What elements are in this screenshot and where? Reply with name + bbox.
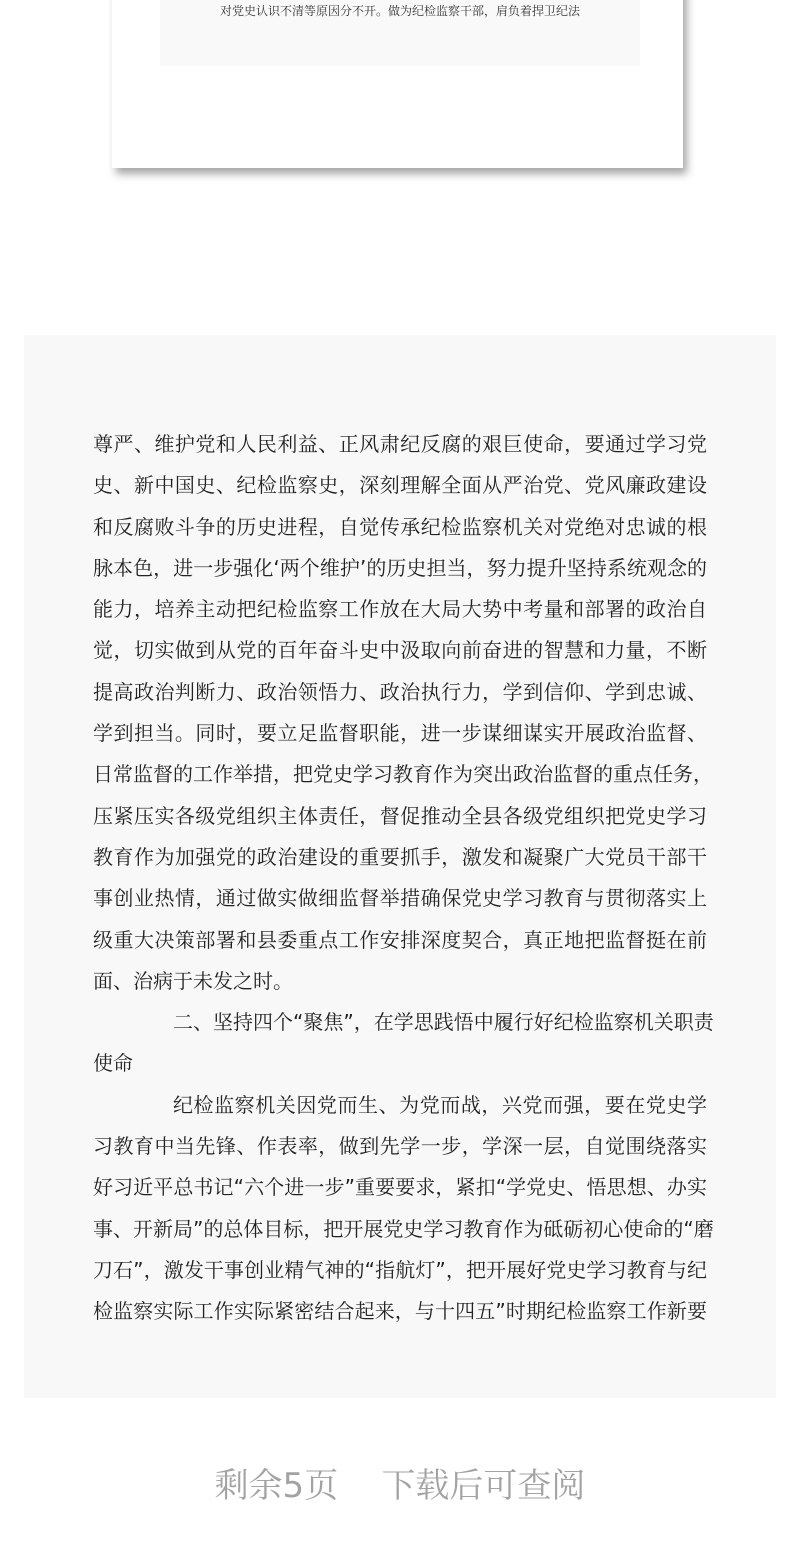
download-to-view-label[interactable]: 下载后可查阅 [381,1466,586,1506]
remaining-pages-label: 剩余5页 [214,1466,339,1506]
text-line: 学到担当。同时，要立足监督职能，进一步谋细谋实开展政治监督、 [93,721,707,746]
previous-page-content [160,0,640,66]
text-line: 纪检监察机关因党而生、为党而战，兴党而强，要在党史学 [173,1092,707,1117]
text-line: 压紧压实各级党组织主体责任，督促推动全县各级党组织把党史学习 [93,803,707,828]
text-line: 使命 [93,1051,133,1076]
text-line: 习教育中当先锋、作表率，做到先学一步，学深一层，自觉围绕落实 [93,1134,707,1159]
text-line: 刀石”，激发干事创业精气神的“指航灯”，把开展好党史学习教育与纪 [93,1257,707,1282]
document-body [93,430,714,1339]
text-line: 史、新中国史、纪检监察史，深刻理解全面从严治党、党风廉政建设 [93,473,707,498]
text-line: 教育作为加强党的政治建设的重要抓手，激发和凝聚广大党员干部干 [93,844,707,869]
text-line: 和反腐败斗争的历史进程，自觉传承纪检监察机关对党绝对忠诚的根 [93,514,707,539]
text-line: 好习近平总书记“六个进一步”重要要求，紧扣“学党史、悟思想、办实 [93,1175,707,1200]
text-line: 级重大决策部署和县委重点工作安排深度契合，真正地把监督挺在前 [93,927,707,952]
text-line: 尊严、维护党和人民利益、正风肃纪反腐的艰巨使命，要通过学习党 [93,432,707,456]
text-line: 觉，切实做到从党的百年奋斗史中汲取向前奋进的智慧和力量，不断 [93,638,707,663]
text-line: 二、坚持四个“聚焦”，在学思践悟中履行好纪检监察机关职责 [173,1010,714,1035]
previous-page-card [112,0,683,168]
download-prompt[interactable] [0,1458,800,1507]
text-line: 检监察实际工作实际紧密结合起来，与十四五”时期纪检监察工作新要 [93,1299,707,1324]
text-line: 提高政治判断力、政治领悟力、政治执行力，学到信仰、学到忠诚、 [93,679,707,704]
text-line: 能力，培养主动把纪检监察工作放在大局大势中考量和部署的政治自 [93,597,707,622]
text-line: 事、开新局”的总体目标，把开展党史学习教育作为砥砺初心使命的“磨 [93,1216,714,1241]
text-line: 日常监督的工作举措，把党史学习教育作为突出政治监督的重点任务， [93,762,713,787]
text-line: 面、治病于未发之时。 [93,968,293,993]
previous-page-text: 对党史认识不清等原因分不开。做为纪检监察干部，肩负着捍卫纪法 [219,4,580,18]
text-line: 事创业热情，通过做实做细监督举措确保党史学习教育与贯彻落实上 [93,886,707,911]
text-line: 脉本色，进一步强化‘两个维护’的历史担当，努力提升坚持系统观念的 [93,555,707,580]
